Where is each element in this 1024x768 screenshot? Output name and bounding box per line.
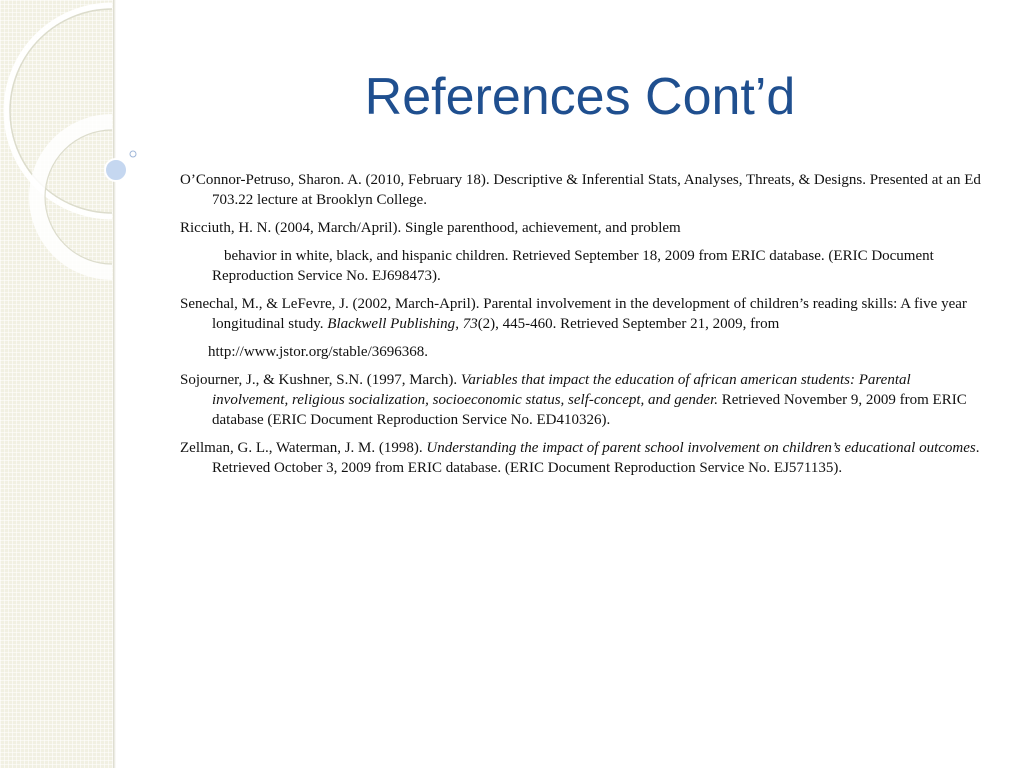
decorative-rings [0, 0, 180, 300]
reference-item-4 [180, 370, 990, 430]
reference-5-title: Understanding the impact of parent school involvement on children’s educational outcomes [426, 440, 976, 456]
reference-3-volume: 73 [462, 316, 478, 332]
reference-3-pages: (2), 445-460. Retrieved September 21, 2009, from [477, 316, 780, 332]
reference-3-sep: , [455, 316, 463, 332]
reference-5-retrieval: . Retrieved October 3, 2009 from ERIC database. (ERIC Document Reproduction Service No. EJ571135). [212, 440, 980, 476]
reference-4-title: Variables that impact the education of african american students: Parental involvement, religious socialization, socioeconomic status, self-concept, and gender. [212, 372, 911, 408]
reference-item-2-continued: behavior in white, black, and hispanic children. Retrieved September 18, 2009 from ERIC database. (ERIC Document Reproduction Service No. EJ698473). [212, 248, 934, 284]
reference-item-1: O’Connor-Petruso, Sharon. A. (2010, February 18). Descriptive & Inferential Stats, Analyses, Threats, & Designs. Presented at an Ed 703.22 lecture at Brooklyn College. [180, 172, 981, 208]
reference-item-2: Ricciuth, H. N. (2004, March/April). Single parenthood, achievement, and problem [180, 220, 681, 236]
reference-5-authors: Zellman, G. L., Waterman, J. M. (1998). [180, 440, 427, 456]
reference-4-authors: Sojourner, J., & Kushner, S.N. (1997, March). [180, 372, 461, 388]
reference-3-url[interactable]: http://www.jstor.org/stable/3696368. [208, 344, 428, 360]
reference-3-journal: Blackwell Publishing [327, 316, 456, 332]
reference-4-retrieval: Retrieved November 9, 2009 from ERIC database (ERIC Document Reproduction Service No. ED410326). [212, 392, 967, 428]
large-ring-arc [7, 6, 112, 216]
reference-item-5 [180, 438, 990, 478]
large-ring-arc-shadow [10, 9, 112, 213]
reference-3-text: Senechal, M., & LeFevre, J. (2002, March-April). Parental involvement in the development of children’s reading skills: A five year longitudinal study. [180, 296, 967, 332]
blue-dot-large [105, 159, 127, 181]
slide-title: References Cont’d [364, 68, 796, 126]
reference-item-3 [180, 294, 990, 334]
references-list [180, 170, 990, 486]
blue-dot-small [130, 151, 136, 157]
